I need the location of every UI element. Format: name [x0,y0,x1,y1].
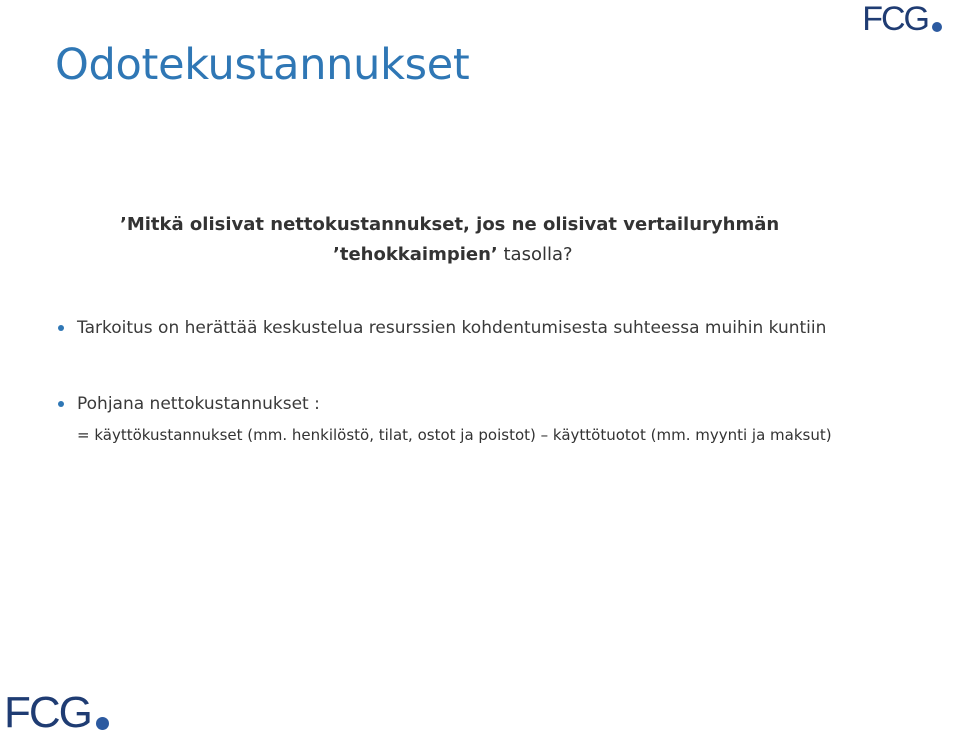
formula-text: = käyttökustannukset (mm. henkilöstö, tilat, ostot ja poistot) – käyttötuotot (mm. myynti ja maksut) [77,426,832,444]
bullet-item [55,314,935,342]
bullet-text: Tarkoitus on herättää keskustelua resurssien kohdentumisesta suhteessa muihin kuntiin [77,318,827,338]
question-block [120,210,840,270]
bullet-list [55,314,935,448]
question-line2-rest: tasolla? [497,244,573,265]
question-line-2 [120,240,840,270]
logo-text: FCG [862,0,928,38]
logo-text: FCG [4,688,91,737]
question-line2-bold: ’tehokkaimpien’ [333,244,498,265]
bullet-marker [58,325,64,331]
bullet-item [55,390,935,418]
bullet-marker [58,401,64,407]
fcg-logo-bottom [4,688,109,738]
bullet-text: Pohjana nettokustannukset : [77,394,320,414]
logo-dot [932,22,942,32]
question-line-1 [120,210,840,240]
logo-dot [96,717,109,730]
slide-title: Odotekustannukset [55,40,470,90]
question-prefix: ’ [120,214,127,235]
fcg-logo-top [862,0,942,39]
question-bold-text: Mitkä olisivat nettokustannukset, jos ne olisivat vertailuryhmän [126,214,780,235]
